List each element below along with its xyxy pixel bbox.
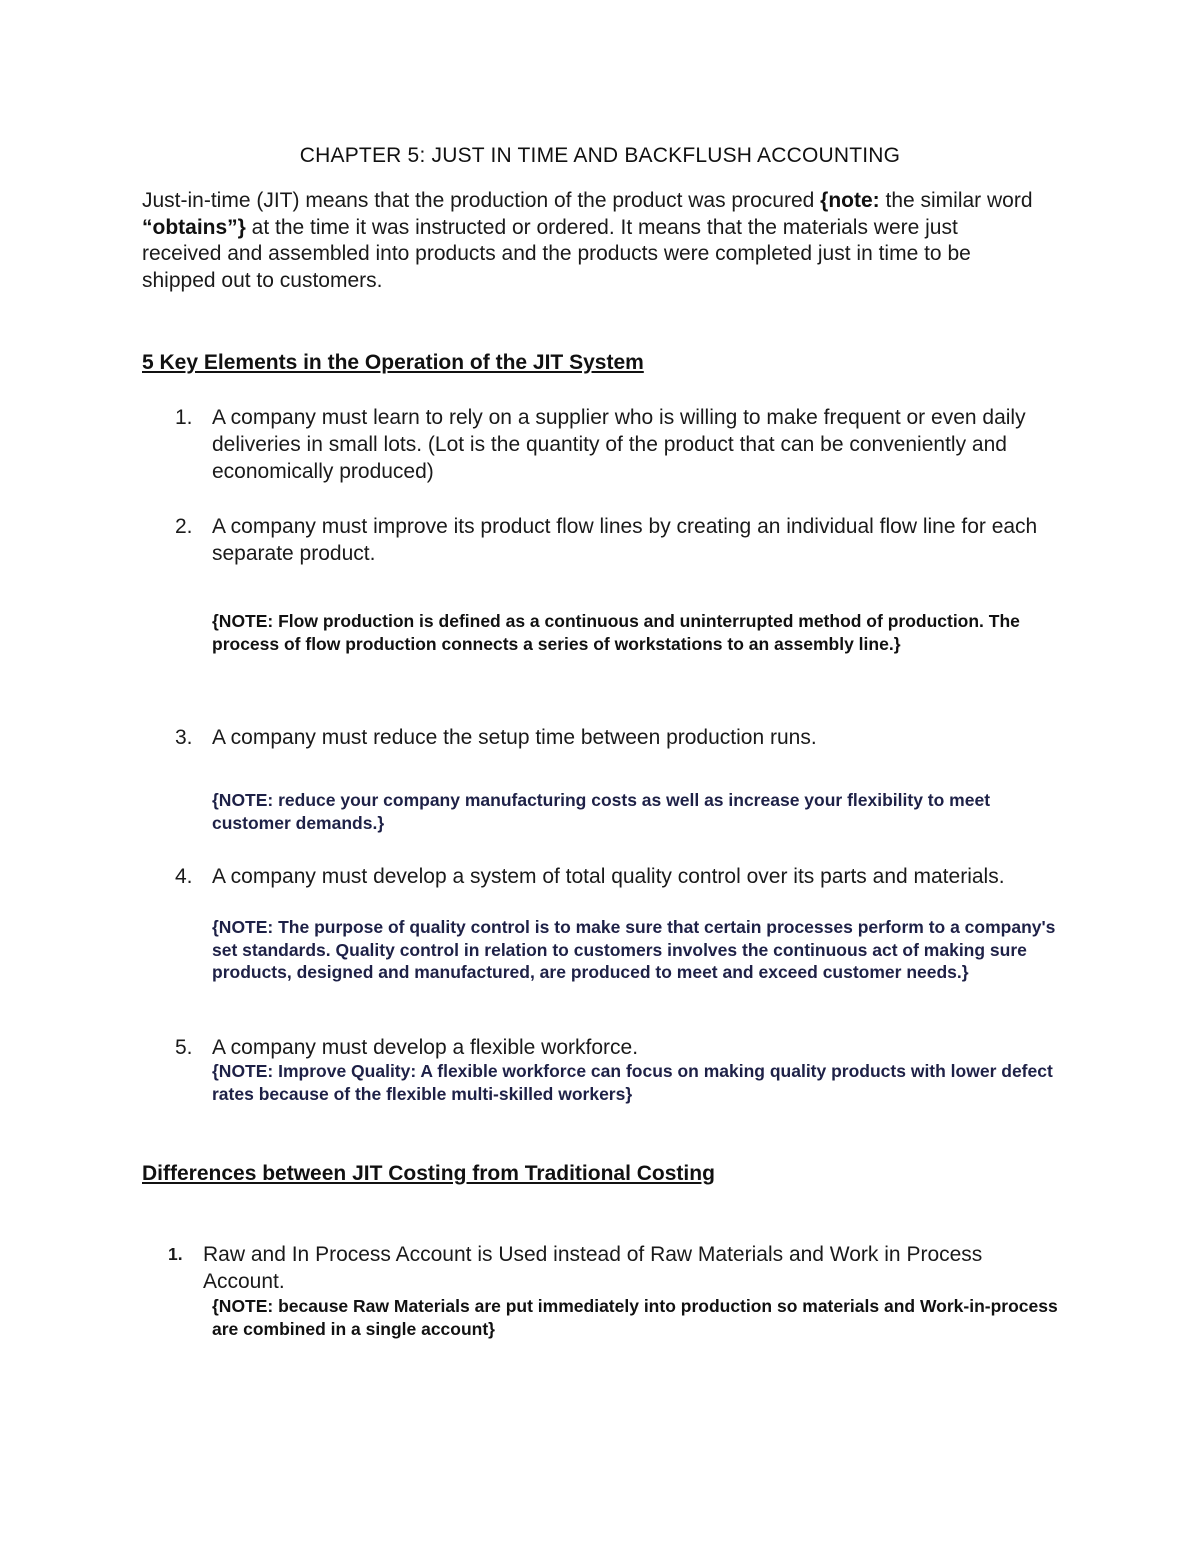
intro-text-2: the similar word (879, 189, 1033, 212)
list-item (175, 863, 1075, 890)
intro-text-3: at the time it was instructed or ordered. It means that the materials were just received and assembled into products and the products were completed just in time to be shipped out to customers. (142, 215, 971, 292)
list-item (168, 1241, 1068, 1295)
list-item (175, 724, 1075, 751)
intro-paragraph (142, 188, 1042, 294)
list-item-number: 1. (168, 1244, 183, 1264)
note-text: {NOTE: The purpose of quality control is to make sure that certain processes perform to a company's set standards. Quality control in relation to customers involves the continuous act of making sure products, designed and manufactured, are produced to meet and exceed customer needs.} (212, 917, 1056, 982)
list-item-number: 2. (175, 515, 193, 538)
list-item-number: 3. (175, 726, 193, 749)
list-item (175, 1034, 1075, 1061)
intro-bold-2: “obtains”} (142, 215, 246, 239)
note-text: {NOTE: Flow production is defined as a continuous and uninterrupted method of production. The process of flow production connects a series of workstations to an assembly line.} (212, 611, 1020, 654)
list-item-number: 4. (175, 865, 193, 888)
section-heading-differences: Differences between JIT Costing from Traditional Costing (142, 1162, 715, 1185)
list-item (175, 404, 1075, 485)
intro-bold-1: {note: (820, 189, 880, 212)
list-item-text: A company must develop a flexible workforce. (212, 1036, 639, 1059)
list-item (175, 513, 1075, 567)
list-item-text: A company must develop a system of total quality control over its parts and materials. (212, 865, 1005, 888)
intro-text-1: Just-in-time (JIT) means that the production of the product was procured (142, 189, 821, 212)
list-item-number: 5. (175, 1036, 193, 1059)
list-item-text: A company must improve its product flow lines by creating an individual flow line for each separate product. (212, 515, 1038, 565)
list-item-text: A company must reduce the setup time between production runs. (212, 726, 817, 749)
note-text: {NOTE: reduce your company manufacturing costs as well as increase your flexibility to meet customer demands.} (212, 790, 991, 833)
page-title: CHAPTER 5: JUST IN TIME AND BACKFLUSH ACCOUNTING (299, 144, 901, 167)
list-item-number: 1. (175, 406, 193, 429)
section-heading-key-elements: 5 Key Elements in the Operation of the JIT System (142, 351, 644, 374)
note-text: {NOTE: because Raw Materials are put immediately into production so materials and Work-in-process are combined in a single account} (212, 1296, 1058, 1339)
note-text: {NOTE: Improve Quality: A flexible workforce can focus on making quality products with lower defect rates because of the flexible multi-skilled workers} (212, 1061, 1053, 1104)
list-item-text: Raw and In Process Account is Used instead of Raw Materials and Work in Process Account. (203, 1243, 983, 1293)
list-item-text: A company must learn to rely on a supplier who is willing to make frequent or even daily deliveries in small lots. (Lot is the quantity of the product that can be conveniently and economically produced) (212, 406, 1026, 483)
